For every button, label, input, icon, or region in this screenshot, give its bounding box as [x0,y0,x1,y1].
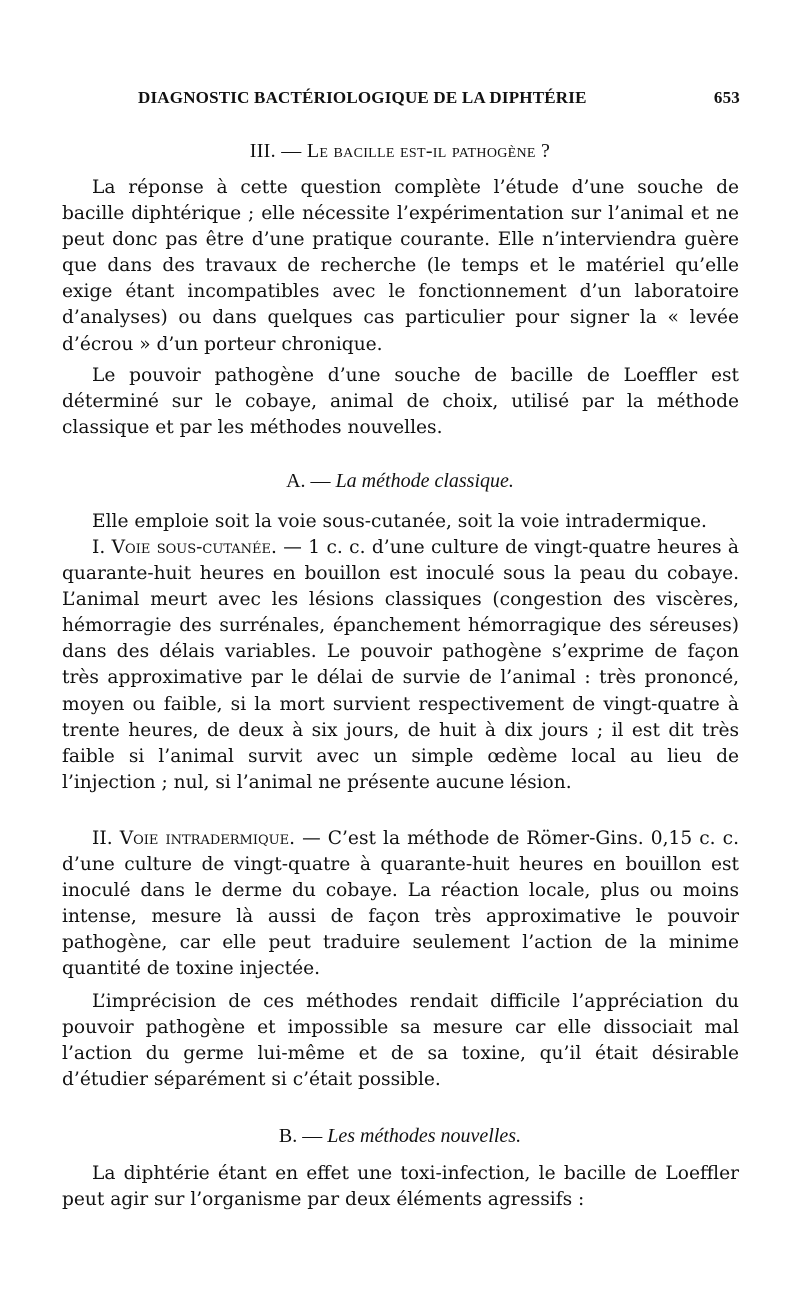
section-number: B. — [278,1125,323,1147]
page-number: 653 [713,88,740,107]
section-title: Les méthodes nouvelles. [327,1125,522,1147]
section-heading-III [0,140,800,163]
paragraph-toxi-infection: La diphtérie étant en effet une toxi-infection, le bacille de Loeffler peut agir sur l’organisme par deux éléments agressifs : [62,1163,739,1211]
paragraph-voie-sous-cutanee [62,535,739,796]
section-title: La méthode classique. [335,470,514,492]
paragraph-voie-intradermique [62,826,739,983]
page-header [120,88,740,112]
paragraph-imprecision: L’imprécision de ces méthodes rendait difficile l’appréciation du pouvoir pathogène et impossible sa mesure car elle dissociait mal l’action du germe lui-même et de sa toxine, qu’il était désirable d’étudier séparément si c’était possible. [62,991,739,1091]
paragraph-body: C’est la méthode de Römer-Gins. 0,15 c. c. d’une culture de vingt-quatre à quarante-huit heures en bouillon est inoculé dans le derme du cobaye. La réaction locale, plus ou moins intense, mesure là aussi de façon très approximative le pouvoir pathogène, car elle peut traduire seulement l’action de la minime quantité de toxine injectée. [62,828,739,980]
section-number: III. — [249,140,302,162]
section-heading-B [0,1125,800,1148]
paragraph-cobaye: Le pouvoir pathogène d’une souche de bacille de Loeffler est déterminé sur le cobaye, animal de choix, utilisé par la méthode classique et par les méthodes nouvelles. [62,365,739,439]
paragraph-lead: II. Voie intradermique. — [92,828,321,849]
paragraph-methode-intro: Elle emploie soit la voie sous-cutanée, soit la voie intradermique. [92,511,707,532]
section-number: A. — [286,470,331,492]
paragraph-body: 1 c. c. d’une culture de vingt-quatre heures à quarante-huit heures en bouillon est inoculé sous la peau du cobaye. L’animal meurt avec les lésions classiques (congestion des viscères, hémorragie des surrénales, épanchement hémorragique des séreuses) dans des délais variables. Le pouvoir pathogène s’exprime de façon très approximative par le délai de survie de l’animal : très prononcé, moyen ou faible, si la mort survient respectivement de vingt-quatre à trente heures, de deux à six jours, de huit à dix jours ; il est dit très faible si l’animal survit avec un simple œdème local au lieu de l’injection ; nul, si l’animal ne présente aucune lésion. [62,537,739,793]
running-title: DIAGNOSTIC BACTÉRIOLOGIQUE DE LA DIPHTÉRIE [138,88,587,107]
section-title: Le bacille est-il pathogène ? [306,140,551,162]
paragraph-intro: La réponse à cette question complète l’étude d’une souche de bacille diphtérique ; elle nécessite l’expérimentation sur l’animal et ne peut donc pas être d’une pratique courante. Elle n’interviendra guère que dans des travaux de recherche (le temps et le matériel qu’elle exige étant incompatibles avec le fonctionnement d’un laboratoire d’analyses) ou dans quelques cas particulier pour signer la « levée d’écrou » d’un porteur chronique. [62,177,739,355]
paragraph-lead: I. Voie sous-cutanée. — [92,537,302,558]
section-heading-A [0,470,800,493]
